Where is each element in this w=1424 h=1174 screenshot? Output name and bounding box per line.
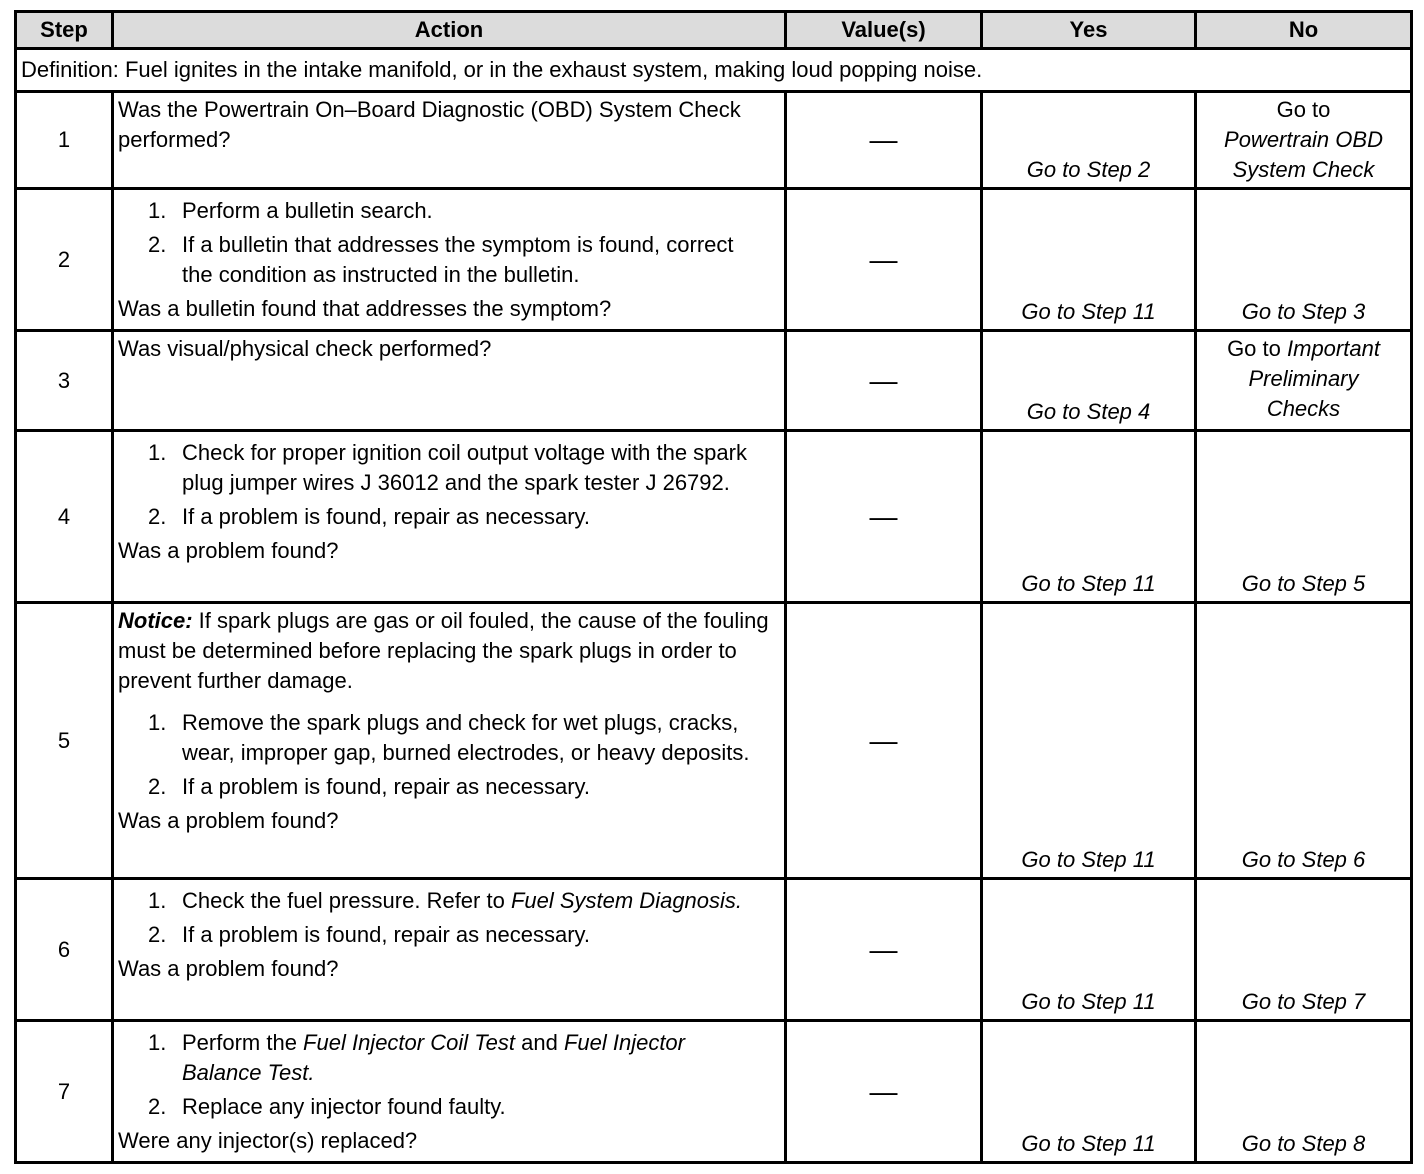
step-number: 2	[16, 189, 113, 331]
table-row	[16, 879, 1412, 1021]
item-number: 2.	[148, 922, 167, 947]
no-line: Go to	[1276, 97, 1331, 122]
action-question: Was visual/physical check performed?	[118, 336, 492, 361]
yes-cell: Go to Step 11	[982, 189, 1196, 331]
no-cell: Go to Step 7	[1196, 879, 1412, 1021]
action-cell	[113, 331, 786, 431]
action-question: Were any injector(s) replaced?	[118, 1128, 418, 1153]
action-cell	[113, 189, 786, 331]
header-yes: Yes	[982, 12, 1196, 49]
step-number: 6	[16, 879, 113, 1021]
notice-paragraph	[118, 606, 770, 696]
no-cell: Go to Step 6	[1196, 603, 1412, 879]
item-number: 2.	[148, 232, 167, 257]
value-cell: —	[786, 189, 982, 331]
no-cell	[1196, 92, 1412, 189]
no-cell: Go to Step 8	[1196, 1021, 1412, 1163]
item-text-italic: Fuel Injector Balance Test.	[182, 1030, 685, 1085]
no-line	[1197, 334, 1410, 364]
action-cell	[113, 431, 786, 603]
step-number: 1	[16, 92, 113, 189]
yes-cell: Go to Step 11	[982, 603, 1196, 879]
list-item	[118, 1028, 770, 1088]
value-cell: —	[786, 603, 982, 879]
yes-cell: Go to Step 11	[982, 431, 1196, 603]
action-cell	[113, 92, 786, 189]
no-line: System Check	[1232, 157, 1375, 182]
value-cell: —	[786, 92, 982, 189]
step-number: 7	[16, 1021, 113, 1163]
no-cell: Go to Step 5	[1196, 431, 1412, 603]
step-number: 3	[16, 331, 113, 431]
table-row	[16, 603, 1412, 879]
item-text: If a problem is found, repair as necessary.	[182, 922, 591, 947]
item-number: 1.	[148, 440, 167, 465]
item-text-italic: Fuel Injector Coil Test	[303, 1030, 515, 1055]
item-text: Remove the spark plugs and check for wet plugs, cracks, wear, improper gap, burned electrodes, or heavy deposits.	[182, 710, 750, 765]
yes-cell: Go to Step 2	[982, 92, 1196, 189]
definition-text: Definition: Fuel ignites in the intake manifold, or in the exhaust system, making loud popping noise.	[16, 49, 1412, 92]
list-item	[118, 502, 770, 532]
action-cell	[113, 879, 786, 1021]
header-step: Step	[16, 12, 113, 49]
item-number: 2.	[148, 1094, 167, 1119]
action-question: Was a problem found?	[118, 808, 339, 833]
item-number: 1.	[148, 198, 167, 223]
item-number: 2.	[148, 504, 167, 529]
step-number: 5	[16, 603, 113, 879]
action-question: Was the Powertrain On–Board Diagnostic (OBD) System Check performed?	[118, 97, 741, 152]
no-cell: Go to Step 3	[1196, 189, 1412, 331]
item-text: If a problem is found, repair as necessary.	[182, 774, 591, 799]
list-item	[118, 438, 770, 498]
table-row	[16, 1021, 1412, 1163]
item-text: If a problem is found, repair as necessary.	[182, 504, 591, 529]
notice-label: Notice:	[118, 608, 193, 633]
value-cell: —	[786, 1021, 982, 1163]
no-line: Preliminary	[1248, 366, 1359, 391]
no-line: Powertrain OBD	[1224, 127, 1383, 152]
spacer	[118, 696, 770, 704]
yes-cell: Go to Step 4	[982, 331, 1196, 431]
list-item	[118, 230, 770, 290]
header-row	[16, 12, 1412, 49]
no-cell	[1196, 331, 1412, 431]
list-item	[118, 772, 770, 802]
list-item	[118, 708, 770, 768]
action-question: Was a problem found?	[118, 538, 339, 563]
no-text-italic: Important	[1287, 336, 1380, 361]
item-text: If a bulletin that addresses the symptom is found, correct the condition as instructed in the bulletin.	[182, 232, 734, 287]
action-question: Was a bulletin found that addresses the symptom?	[118, 296, 612, 321]
table-row	[16, 92, 1412, 189]
item-number: 2.	[148, 774, 167, 799]
value-cell: —	[786, 879, 982, 1021]
item-number: 1.	[148, 1030, 167, 1055]
table-row	[16, 331, 1412, 431]
item-number: 1.	[148, 888, 167, 913]
item-text: Perform the	[182, 1030, 304, 1055]
definition-row	[16, 49, 1412, 92]
header-no: No	[1196, 12, 1412, 49]
list-item	[118, 920, 770, 950]
header-action: Action	[113, 12, 786, 49]
list-item	[118, 196, 770, 226]
diagnostic-table	[14, 10, 1413, 1164]
item-text: and	[515, 1030, 564, 1055]
value-cell: —	[786, 331, 982, 431]
item-text: Check for proper ignition coil output voltage with the spark plug jumper wires J 36012 and the spark tester J 26792.	[182, 440, 747, 495]
no-line: Checks	[1266, 396, 1341, 421]
item-text: Replace any injector found faulty.	[182, 1094, 506, 1119]
yes-cell: Go to Step 11	[982, 879, 1196, 1021]
action-cell	[113, 1021, 786, 1163]
table-row	[16, 189, 1412, 331]
notice-text: If spark plugs are gas or oil fouled, the cause of the fouling must be determined before replacing the spark plugs in order to prevent further damage.	[118, 608, 769, 693]
no-text-plain: Go to	[1227, 336, 1281, 361]
item-text-italic: Fuel System Diagnosis.	[510, 888, 743, 913]
header-values: Value(s)	[786, 12, 982, 49]
value-cell: —	[786, 431, 982, 603]
item-text: Check the fuel pressure. Refer to	[182, 888, 511, 913]
yes-cell: Go to Step 11	[982, 1021, 1196, 1163]
step-number: 4	[16, 431, 113, 603]
list-item	[118, 886, 770, 916]
table-row	[16, 431, 1412, 603]
action-question: Was a problem found?	[118, 956, 339, 981]
list-item	[118, 1092, 770, 1122]
item-text: Perform a bulletin search.	[182, 198, 433, 223]
action-cell	[113, 603, 786, 879]
item-number: 1.	[148, 710, 167, 735]
